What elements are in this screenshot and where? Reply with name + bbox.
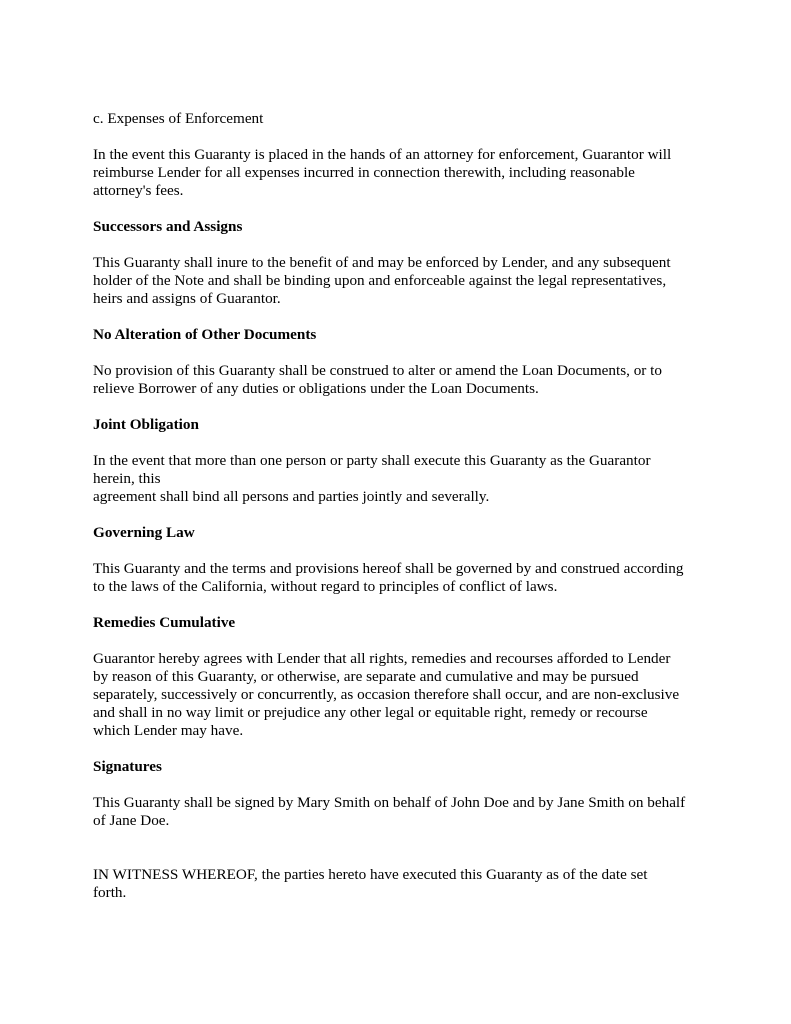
paragraph-line: and shall in no way limit or prejudice any other legal or equitable right, remedy or recourse bbox=[93, 704, 648, 721]
section-heading-signatures: Signatures bbox=[93, 758, 162, 775]
section-body-governing-law bbox=[93, 560, 703, 596]
paragraph-line: This Guaranty and the terms and provisions hereof shall be governed by and construed according bbox=[93, 560, 684, 577]
paragraph-line: reimburse Lender for all expenses incurred in connection therewith, including reasonable bbox=[93, 164, 635, 181]
document-page bbox=[93, 110, 703, 920]
paragraph-line: forth. bbox=[93, 884, 127, 901]
section-heading-joint-obligation: Joint Obligation bbox=[93, 416, 199, 433]
paragraph-line: holder of the Note and shall be binding upon and enforceable against the legal representatives, bbox=[93, 272, 667, 289]
section-heading-no-alteration: No Alteration of Other Documents bbox=[93, 326, 317, 343]
expenses-paragraph bbox=[93, 146, 703, 200]
paragraph-line: In the event this Guaranty is placed in the hands of an attorney for enforcement, Guarantor will bbox=[93, 146, 672, 163]
section-body-remedies bbox=[93, 650, 703, 740]
paragraph-line: heirs and assigns of Guarantor. bbox=[93, 290, 281, 307]
paragraph-line: separately, successively or concurrently, as occasion therefore shall occur, and are non-exclusive bbox=[93, 686, 680, 703]
paragraph-line: This Guaranty shall be signed by Mary Smith on behalf of John Doe and by Jane Smith on behalf bbox=[93, 794, 686, 811]
paragraph-line: to the laws of the California, without regard to principles of conflict of laws. bbox=[93, 578, 558, 595]
subsection-title: c. Expenses of Enforcement bbox=[93, 110, 264, 127]
paragraph-line: Guarantor hereby agrees with Lender that all rights, remedies and recourses afforded to Lender bbox=[93, 650, 671, 667]
paragraph-line: No provision of this Guaranty shall be construed to alter or amend the Loan Documents, or to bbox=[93, 362, 662, 379]
paragraph-line: attorney's fees. bbox=[93, 182, 184, 199]
section-heading-remedies: Remedies Cumulative bbox=[93, 614, 236, 631]
section-body-successors bbox=[93, 254, 703, 308]
paragraph-line: which Lender may have. bbox=[93, 722, 244, 739]
section-heading-governing-law: Governing Law bbox=[93, 524, 195, 541]
paragraph-line: This Guaranty shall inure to the benefit of and may be enforced by Lender, and any subsequent bbox=[93, 254, 671, 271]
paragraph-line: of Jane Doe. bbox=[93, 812, 170, 829]
paragraph-line: by reason of this Guaranty, or otherwise, are separate and cumulative and may be pursued bbox=[93, 668, 639, 685]
paragraph-line: In the event that more than one person or party shall execute this Guaranty as the Guarantor bbox=[93, 452, 651, 469]
paragraph-line: agreement shall bind all persons and parties jointly and severally. bbox=[93, 488, 490, 505]
paragraph-line: herein, this bbox=[93, 470, 161, 487]
section-body-joint-obligation bbox=[93, 452, 703, 506]
section-body-signatures bbox=[93, 794, 703, 830]
section-heading-successors: Successors and Assigns bbox=[93, 218, 243, 235]
witness-paragraph bbox=[93, 866, 703, 902]
paragraph-line: relieve Borrower of any duties or obligations under the Loan Documents. bbox=[93, 380, 539, 397]
paragraph-line: IN WITNESS WHEREOF, the parties hereto have executed this Guaranty as of the date set bbox=[93, 866, 648, 883]
spacer bbox=[93, 848, 703, 866]
section-body-no-alteration bbox=[93, 362, 703, 398]
